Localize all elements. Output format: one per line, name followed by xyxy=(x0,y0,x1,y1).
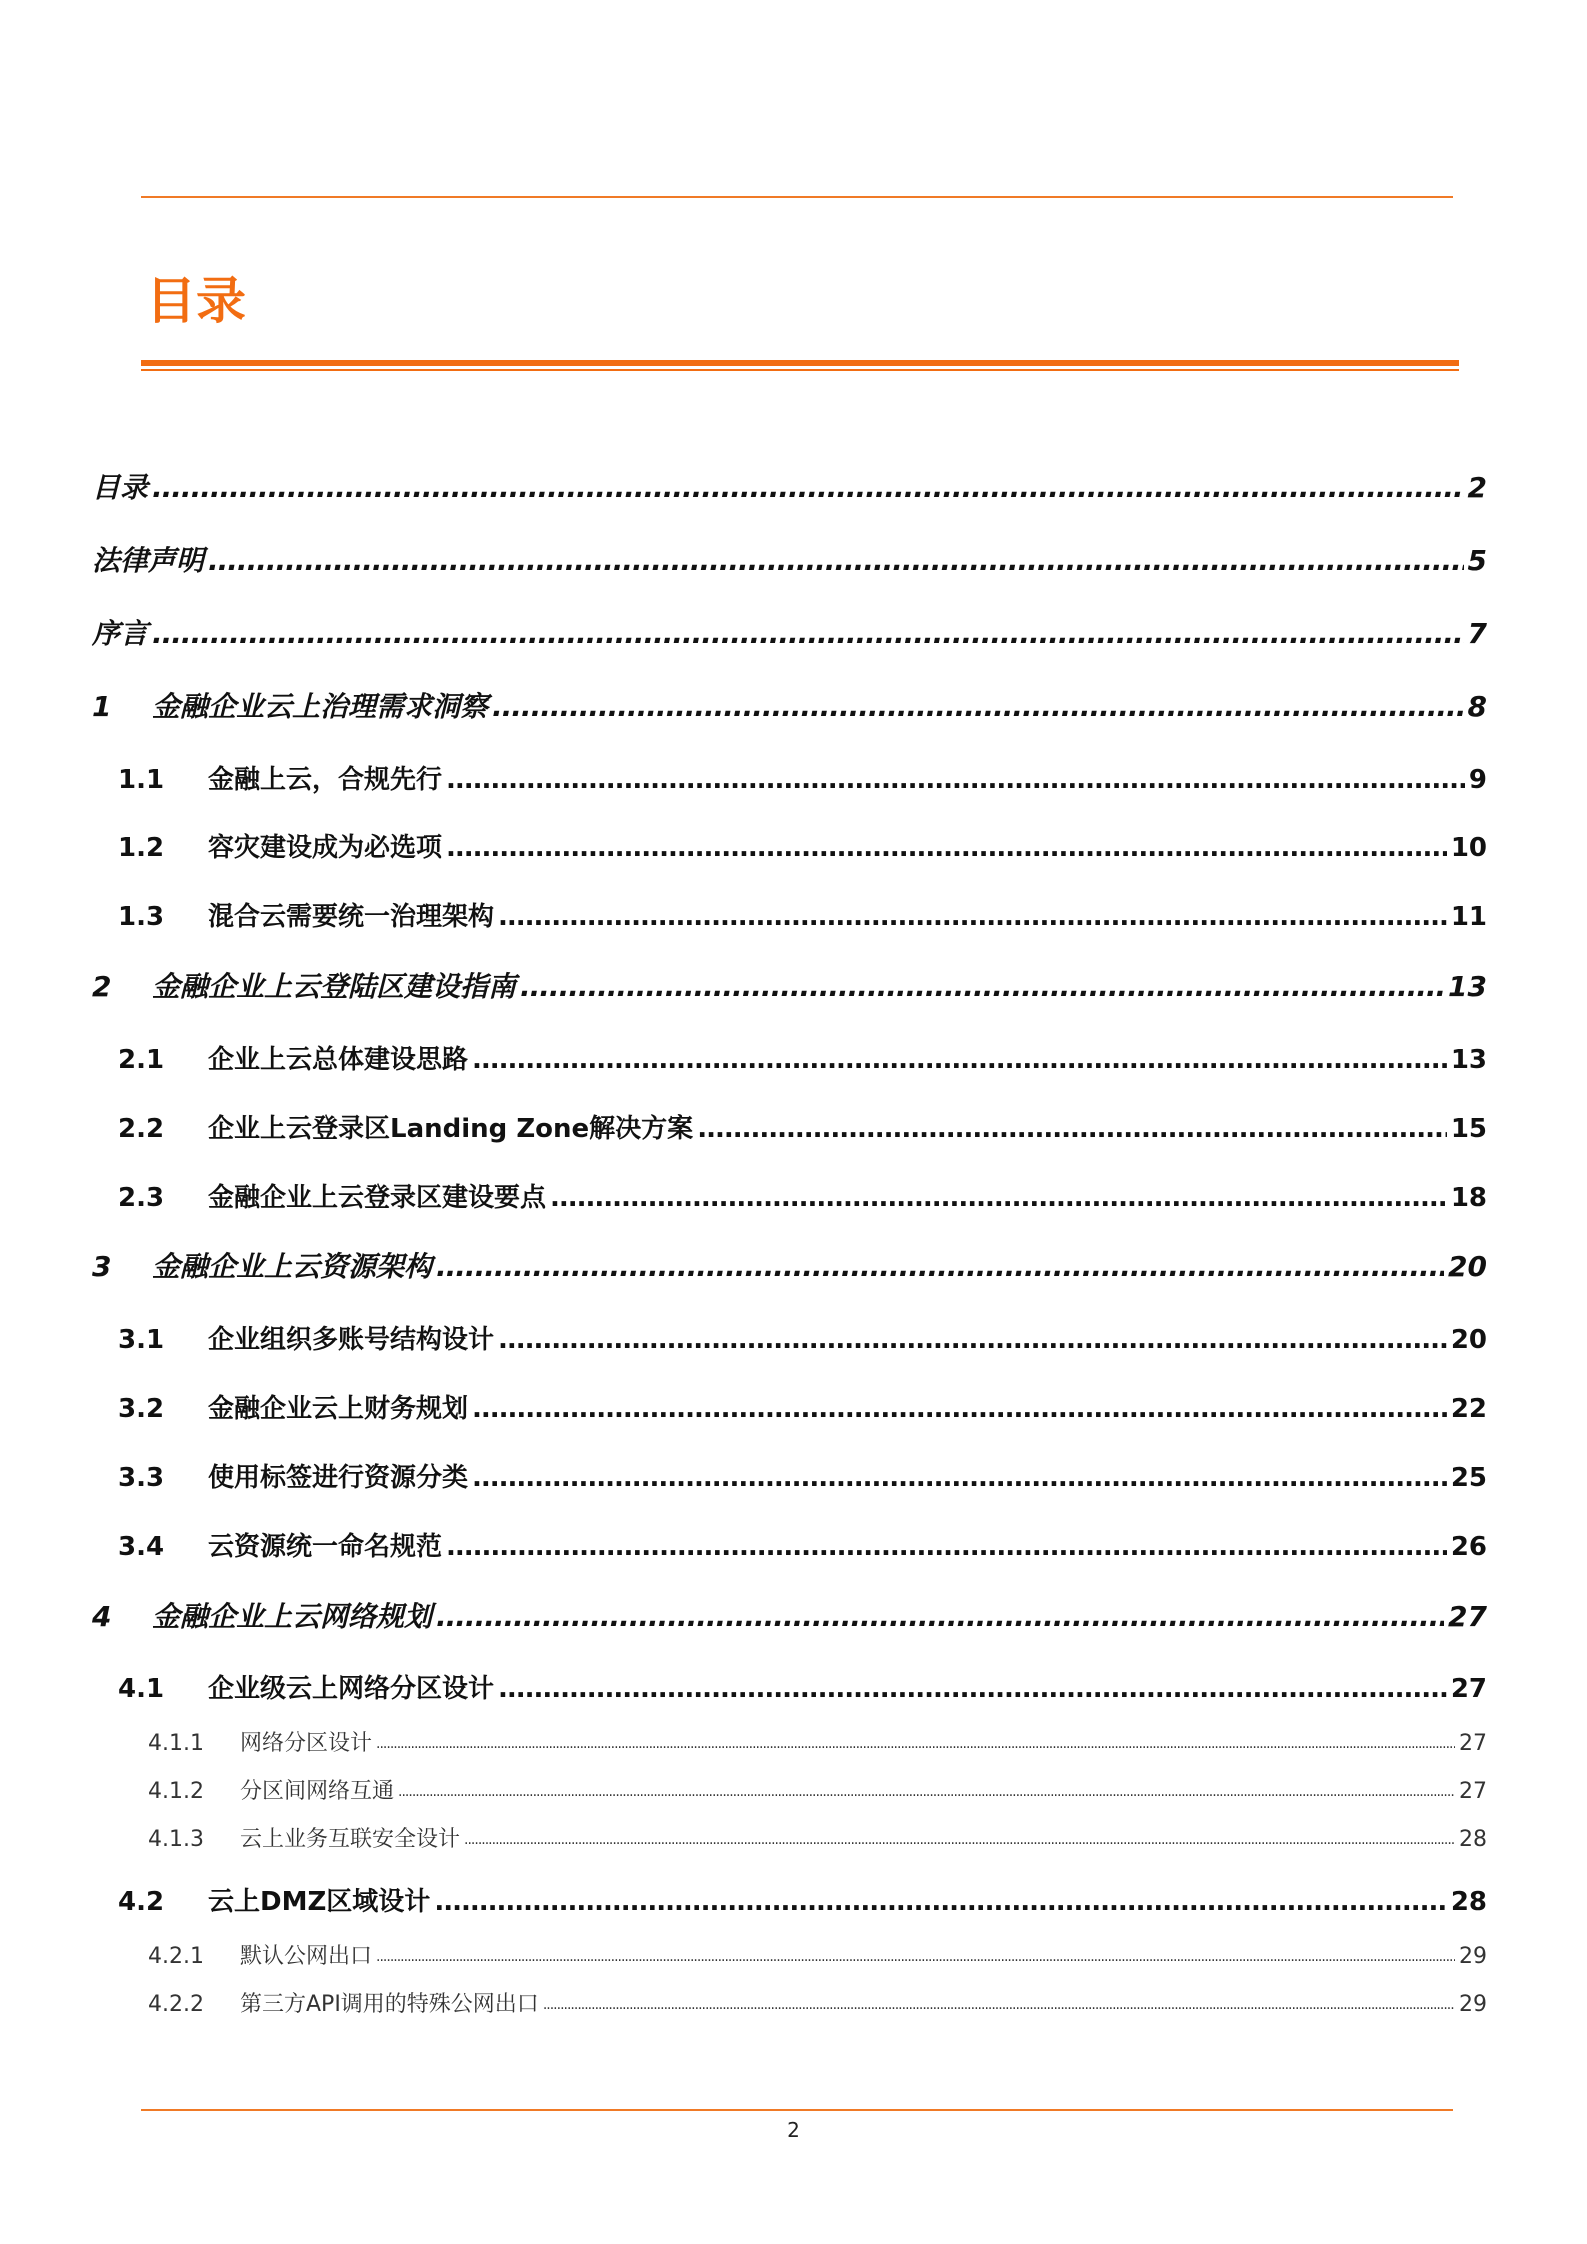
toc-leader xyxy=(208,542,1464,580)
toc-entry-page: 27 xyxy=(1448,1600,1487,1633)
toc-entry-page: 27 xyxy=(1459,1779,1487,1804)
toc-leader xyxy=(550,1180,1447,1216)
toc-entry-title: 云资源统一命名规范 xyxy=(208,1532,443,1562)
toc-leader xyxy=(436,1248,1444,1286)
toc-entry[interactable] xyxy=(92,542,1487,580)
toc-entry-page: 29 xyxy=(1459,1992,1487,2017)
toc-entry-title: 法律声明 xyxy=(92,544,205,577)
toc-leader xyxy=(543,1990,1455,2020)
toc-entry[interactable] xyxy=(118,1391,1487,1427)
toc-entry-page: 7 xyxy=(1467,617,1487,650)
toc-entry-number: 4 xyxy=(92,1600,112,1633)
toc-entry-page: 2 xyxy=(1467,471,1487,504)
toc-leader xyxy=(472,1391,1447,1427)
toc-entry-number: 3.3 xyxy=(118,1463,165,1493)
toc-entry-number: 4.2 xyxy=(118,1887,165,1917)
toc-entry-page: 15 xyxy=(1450,1114,1487,1144)
toc-entry[interactable] xyxy=(148,1825,1487,1855)
toc-entry-page: 26 xyxy=(1450,1532,1487,1562)
toc-leader xyxy=(498,899,1447,935)
toc-entry-title: 金融企业上云网络规划 xyxy=(152,1600,433,1633)
toc-entry-number: 3 xyxy=(92,1250,112,1283)
toc-entry-title: 分区间网络互通 xyxy=(240,1779,395,1804)
toc-entry-title: 目录 xyxy=(92,471,149,504)
toc-leader xyxy=(152,615,1464,653)
toc-entry-page: 27 xyxy=(1459,1731,1487,1756)
toc-entry-page: 25 xyxy=(1450,1463,1487,1493)
toc-entry[interactable] xyxy=(92,968,1487,1006)
toc-entry-title: 金融企业上云资源架构 xyxy=(152,1250,433,1283)
toc-entry-title: 混合云需要统一治理架构 xyxy=(208,902,495,932)
page-title: 目录 xyxy=(146,272,246,330)
toc-entry-page: 13 xyxy=(1450,1045,1487,1075)
toc-entry-page: 9 xyxy=(1468,765,1487,795)
toc-leader xyxy=(446,830,1447,866)
toc-leader xyxy=(376,1942,1455,1972)
toc-leader xyxy=(472,1460,1447,1496)
toc-entry[interactable] xyxy=(148,1777,1487,1807)
toc-entry-number: 1.2 xyxy=(118,833,165,863)
toc-entry-title: 默认公网出口 xyxy=(240,1944,373,1969)
toc-entry-number: 4.2.1 xyxy=(148,1944,204,1969)
toc-entry-title: 金融企业上云登录区建设要点 xyxy=(208,1183,547,1213)
toc-entry[interactable] xyxy=(118,1671,1487,1707)
toc-entry-number: 4.1.2 xyxy=(148,1779,204,1804)
toc-leader xyxy=(472,1042,1447,1078)
toc-entry-title: 金融上云，合规先行 xyxy=(208,765,443,795)
toc-entry-number: 3.4 xyxy=(118,1532,165,1562)
toc-entry-page: 20 xyxy=(1450,1325,1487,1355)
toc-leader xyxy=(446,762,1465,798)
title-underline-thin xyxy=(141,369,1459,371)
toc-entry-number: 1.3 xyxy=(118,902,165,932)
toc-leader xyxy=(436,1598,1444,1636)
toc-entry[interactable] xyxy=(92,469,1487,507)
toc-entry-page: 13 xyxy=(1448,970,1487,1003)
toc-leader xyxy=(498,1671,1447,1707)
toc-entry[interactable] xyxy=(148,1729,1487,1759)
toc-entry[interactable] xyxy=(118,1111,1487,1147)
toc-entry-number: 4.1.3 xyxy=(148,1827,204,1852)
toc-entry-page: 20 xyxy=(1448,1250,1487,1283)
toc-entry-title: 企业级云上网络分区设计 xyxy=(208,1674,495,1704)
toc-leader xyxy=(434,1884,1447,1920)
toc-entry[interactable] xyxy=(118,1180,1487,1216)
toc-entry-page: 22 xyxy=(1450,1394,1487,1424)
toc-entry-title: 金融企业云上治理需求洞察 xyxy=(152,690,489,723)
page-number: 2 xyxy=(787,2118,800,2142)
toc-entry[interactable] xyxy=(118,1322,1487,1358)
toc-entry-page: 28 xyxy=(1459,1827,1487,1852)
toc-entry-title: 云上业务互联安全设计 xyxy=(240,1827,461,1852)
toc-leader xyxy=(464,1825,1455,1855)
toc-leader xyxy=(697,1111,1447,1147)
toc-entry[interactable] xyxy=(118,1529,1487,1565)
toc-leader xyxy=(446,1529,1447,1565)
toc-entry-page: 11 xyxy=(1450,902,1487,932)
toc-entry[interactable] xyxy=(118,1460,1487,1496)
toc-entry[interactable] xyxy=(148,1942,1487,1972)
toc-entry[interactable] xyxy=(118,830,1487,866)
toc-entry-number: 1 xyxy=(92,690,112,723)
toc-entry-number: 2.1 xyxy=(118,1045,165,1075)
toc-entry-page: 29 xyxy=(1459,1944,1487,1969)
toc-entry[interactable] xyxy=(92,1248,1487,1286)
toc-leader xyxy=(520,968,1444,1006)
toc-leader xyxy=(376,1729,1455,1759)
toc-entry-title: 第三方API调用的特殊公网出口 xyxy=(240,1992,539,2017)
toc-leader xyxy=(498,1322,1447,1358)
toc-entry-title: 云上DMZ区域设计 xyxy=(208,1887,431,1917)
toc-entry-number: 3.1 xyxy=(118,1325,165,1355)
toc-entry[interactable] xyxy=(118,899,1487,935)
toc-leader xyxy=(152,469,1464,507)
toc-entry-title: 序言 xyxy=(92,617,149,650)
toc-entry[interactable] xyxy=(118,762,1487,798)
toc-entry-title: 网络分区设计 xyxy=(240,1731,373,1756)
toc-entry-page: 28 xyxy=(1450,1887,1487,1917)
toc-leader xyxy=(492,688,1464,726)
toc-entry[interactable] xyxy=(92,1598,1487,1636)
toc-leader xyxy=(398,1777,1455,1807)
toc-entry[interactable] xyxy=(118,1042,1487,1078)
toc-entry-number: 4.1 xyxy=(118,1674,165,1704)
toc-entry-title: 企业上云登录区Landing Zone解决方案 xyxy=(208,1114,694,1144)
toc-entry[interactable] xyxy=(92,688,1487,726)
toc-entry-page: 18 xyxy=(1450,1183,1487,1213)
toc-entry[interactable] xyxy=(148,1990,1487,2020)
toc-entry-page: 10 xyxy=(1450,833,1487,863)
toc-entry-title: 企业组织多账号结构设计 xyxy=(208,1325,495,1355)
header-rule xyxy=(141,196,1453,198)
toc-entry-number: 3.2 xyxy=(118,1394,165,1424)
toc-entry-number: 1.1 xyxy=(118,765,165,795)
toc-entry-page: 27 xyxy=(1450,1674,1487,1704)
footer-rule xyxy=(141,2109,1453,2111)
toc-entry-page: 5 xyxy=(1467,544,1487,577)
toc-entry-number: 2.3 xyxy=(118,1183,165,1213)
toc-entry-title: 金融企业上云登陆区建设指南 xyxy=(152,970,517,1003)
toc-entry-number: 2 xyxy=(92,970,112,1003)
toc-entry-number: 2.2 xyxy=(118,1114,165,1144)
toc-entry[interactable] xyxy=(92,615,1487,653)
toc-entry-title: 使用标签进行资源分类 xyxy=(208,1463,469,1493)
toc-entry-title: 容灾建设成为必选项 xyxy=(208,833,443,863)
toc-entry[interactable] xyxy=(118,1884,1487,1920)
toc-entry-number: 4.1.1 xyxy=(148,1731,204,1756)
toc-entry-page: 8 xyxy=(1467,690,1487,723)
title-underline xyxy=(141,360,1459,366)
toc-entry-title: 金融企业云上财务规划 xyxy=(208,1394,469,1424)
toc-entry-title: 企业上云总体建设思路 xyxy=(208,1045,469,1075)
toc-entry-number: 4.2.2 xyxy=(148,1992,204,2017)
